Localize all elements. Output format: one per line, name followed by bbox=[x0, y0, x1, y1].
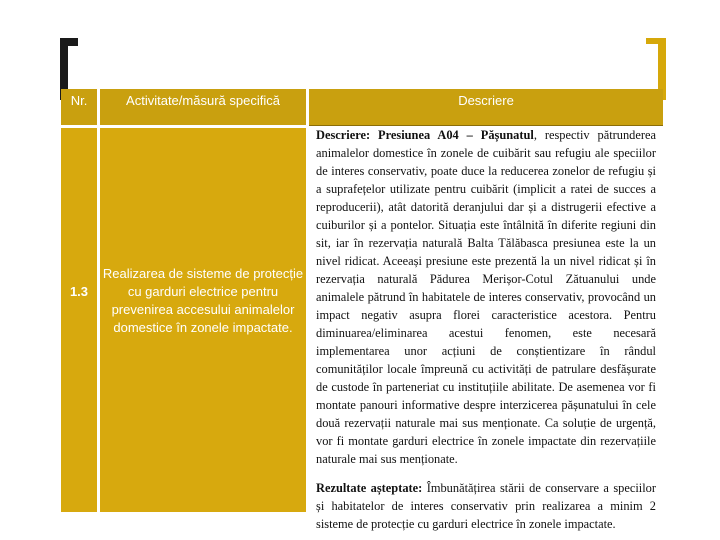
row-nr: 1.3 bbox=[69, 284, 89, 299]
description-title: Descriere: Presiunea A04 – Pășunatul bbox=[316, 128, 534, 142]
row-activity-cell bbox=[100, 128, 306, 512]
results-text: Îmbunătățirea stării de conservare a speciilor și habitatelor de interes conservativ prin realizarea a minim 2 sisteme de protecție cu garduri electrice în zonele impactate. bbox=[316, 481, 656, 531]
results-paragraph bbox=[316, 479, 656, 533]
row-description bbox=[316, 126, 656, 533]
row-nr-cell bbox=[61, 128, 97, 512]
header-description: Descriere bbox=[309, 89, 663, 125]
header-activity: Activitate/măsură specifică bbox=[100, 89, 306, 125]
activity-table bbox=[61, 89, 663, 531]
results-title: Rezultate așteptate: bbox=[316, 481, 423, 495]
row-activity: Realizarea de sisteme de protecție cu garduri electrice pentru prevenirea accesului animalelor domestice în zonele impactate. bbox=[102, 266, 304, 335]
header-nr: Nr. bbox=[61, 89, 97, 125]
description-text: , respectiv pătrunderea animalelor domestice în zonele de cuibărit sau refugiu ale speciilor de interes conservativ, poate duce la reducerea zonelor de refugiu și a suprafețelor utilizate pentru cuibărit (implicit a ratei de succes a reproducerii), atât datorită deranjului dar și a distrugerii efective a cuiburilor și a pontelor. Situația este întâlnită în diferite regiuni din sit, iar în rezervația naturală Balta Tălăbasca presiunea este la un nivel ridicat. Aceeași presiune este prezentă la un nivel ridicat și în rezervația naturală Pădurea Merișor-Cotul Zătuanului unde animalele pătrund în habitatele de interes conservativ, provocând un impact negativ asupra florei caracteristice acestora. Pentru diminuarea/eliminarea acestui fenomen, este necesară implementarea unor acțiuni de conștientizare în rândul comunităților locale împreună cu activități de patrulare desfășurate de custode în parteneriat cu instituțiile abilitate. De asemenea vor fi montate panouri informative despre interzicerea pășunatului în cele două rezervații naturale mai sus menționate. Ca soluție de urgență, vor fi montate garduri electrice în zonele impactate din rezervațiile naturale mai sus menționate. bbox=[316, 128, 656, 466]
description-paragraph bbox=[316, 126, 656, 468]
